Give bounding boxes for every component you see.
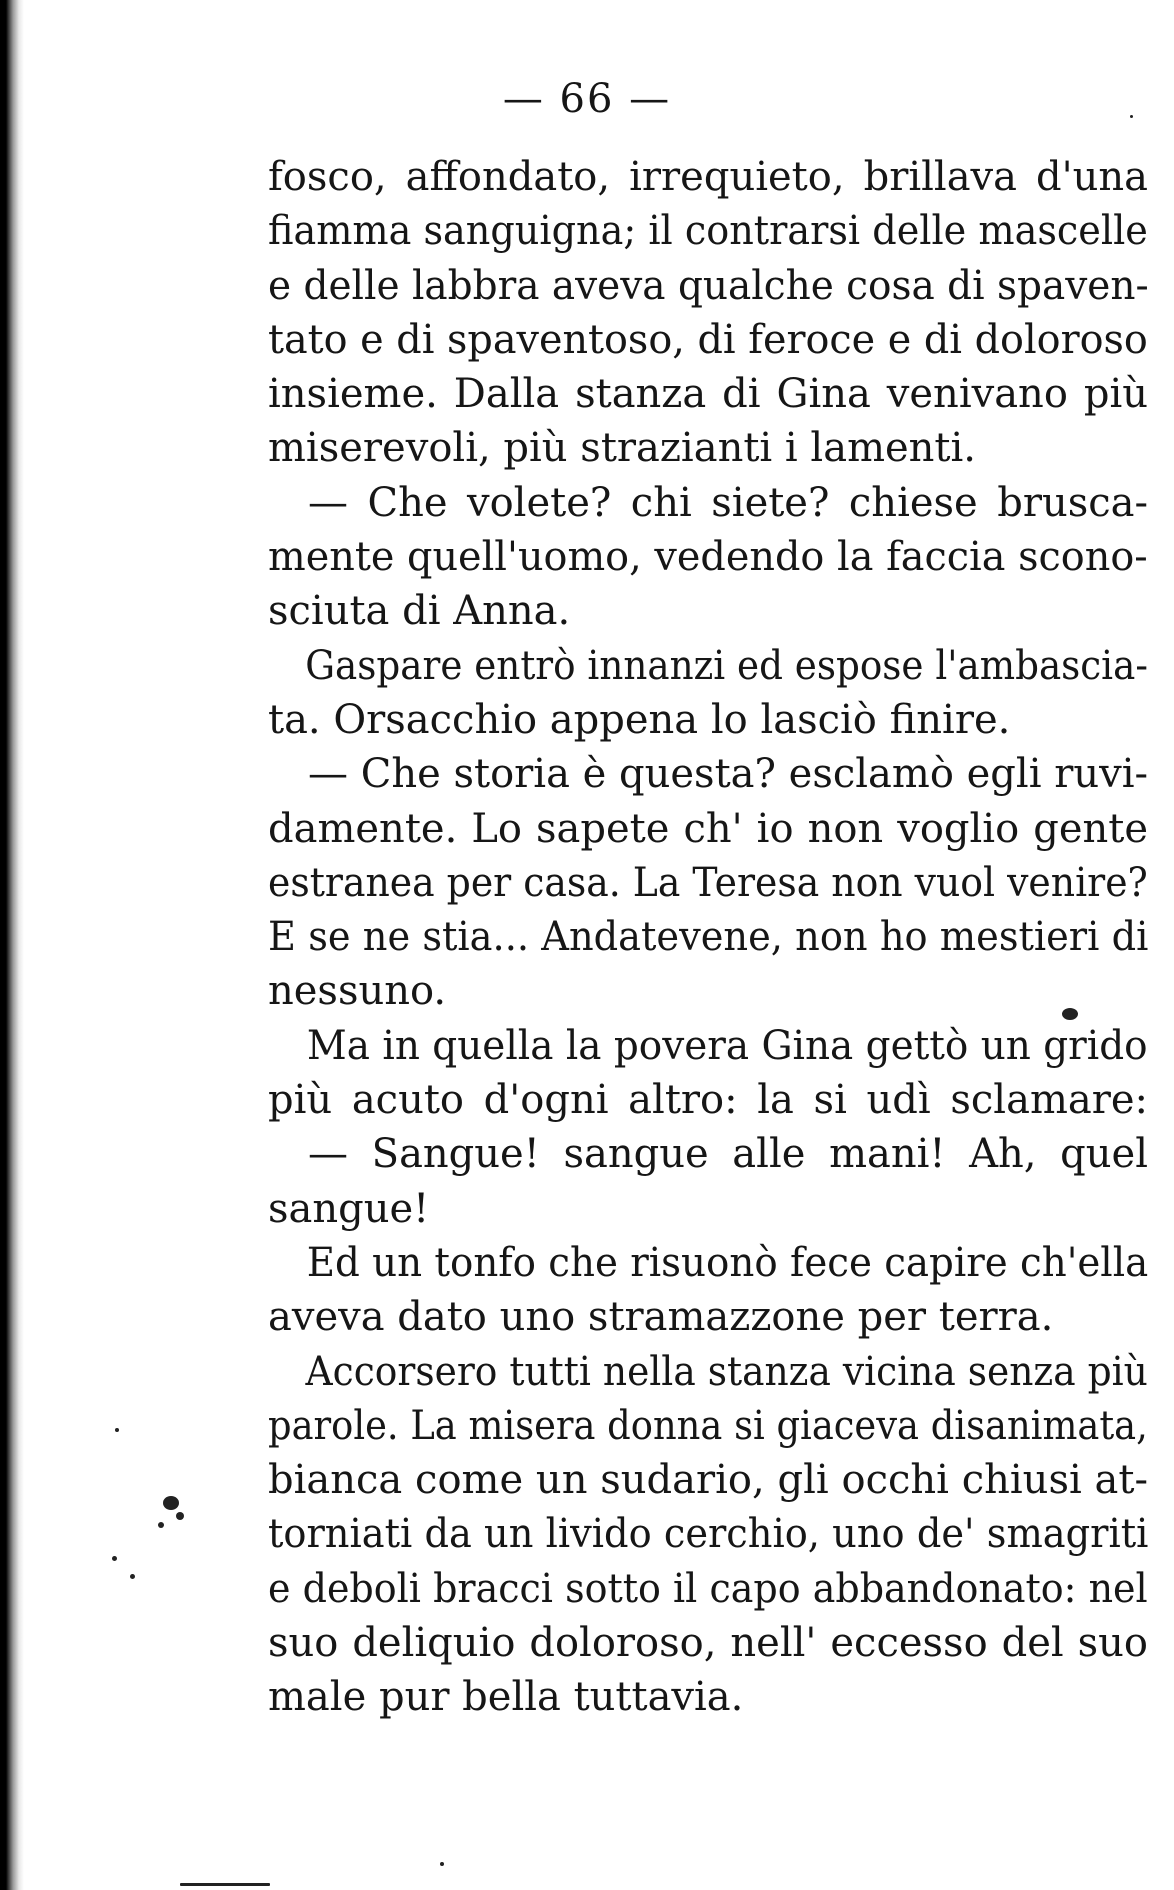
- text-line: Gaspare entrò innanzi ed espose l'ambascia-: [305, 642, 1148, 689]
- text-line: suo deliquio doloroso, nell' eccesso del suo: [268, 1620, 1148, 1667]
- text-line: — Che storia è questa? esclamò egli ruvi-: [308, 751, 1148, 798]
- text-line: — Che volete? chi siete? chiese brusca-: [308, 479, 1148, 526]
- text-line: torniati da un livido cerchio, uno de' smagriti: [268, 1511, 1149, 1558]
- text-line: parole. La misera donna si giaceva disanimata,: [268, 1402, 1148, 1449]
- scan-speck: [176, 1512, 184, 1520]
- text-line: Accorsero tutti nella stanza vicina senza più: [305, 1348, 1148, 1395]
- text-line: insieme. Dalla stanza di Gina venivano più: [268, 371, 1148, 418]
- scan-speck: [158, 1522, 164, 1528]
- text-line: Ma in quella la povera Gina gettò un grido: [306, 1022, 1148, 1069]
- page-number: — 66 —: [502, 76, 672, 122]
- body-text: [268, 150, 1148, 1725]
- text-line: Ed un tonfo che risuonò fece capire ch'ella: [306, 1239, 1149, 1286]
- text-line: mente quell'uomo, vedendo la faccia scono-: [268, 534, 1148, 581]
- text-line: più acuto d'ogni altro: la si udì sclamare:: [268, 1077, 1148, 1124]
- text-line: e deboli bracci sotto il capo abbandonato: nel: [268, 1565, 1148, 1612]
- text-line: fiamma sanguigna; il contrarsi delle mascelle: [268, 208, 1148, 255]
- scan-speck: [163, 1496, 179, 1510]
- text-line: bianca come un sudario, gli occhi chiusi at-: [268, 1457, 1148, 1504]
- scan-speck: [180, 1883, 270, 1886]
- text-line: estranea per casa. La Teresa non vuol venire?: [268, 859, 1148, 906]
- text-line: fosco, affondato, irrequieto, brillava d'una: [268, 154, 1148, 200]
- scan-speck: [112, 1556, 117, 1561]
- text-line: sangue!: [268, 1185, 430, 1232]
- text-line: tato e di spaventoso, di feroce e di doloroso: [268, 316, 1148, 363]
- text-line: male pur bella tuttavia.: [268, 1674, 744, 1721]
- text-line: sciuta di Anna.: [268, 588, 571, 635]
- text-line: aveva dato uno stramazzone per terra.: [268, 1294, 1054, 1341]
- text-line: damente. Lo sapete ch' io non voglio gente: [268, 805, 1148, 852]
- text-line: E se ne stia... Andatevene, non ho mestieri di: [268, 914, 1149, 961]
- scan-speck: [115, 1428, 119, 1432]
- text-line: miserevoli, più strazianti i lamenti.: [268, 425, 977, 472]
- page-binding-edge: [0, 0, 24, 1890]
- scan-speck: [130, 1574, 135, 1579]
- text-line: — Sangue! sangue alle mani! Ah, quel: [308, 1131, 1148, 1178]
- scan-speck: [1062, 1008, 1078, 1020]
- scan-speck: [1130, 115, 1133, 118]
- text-line: nessuno.: [268, 968, 447, 1015]
- scan-speck: [440, 1862, 444, 1866]
- text-line: ta. Orsacchio appena lo lasciò finire.: [268, 696, 1011, 743]
- text-line: e delle labbra aveva qualche cosa di spaven-: [268, 262, 1149, 309]
